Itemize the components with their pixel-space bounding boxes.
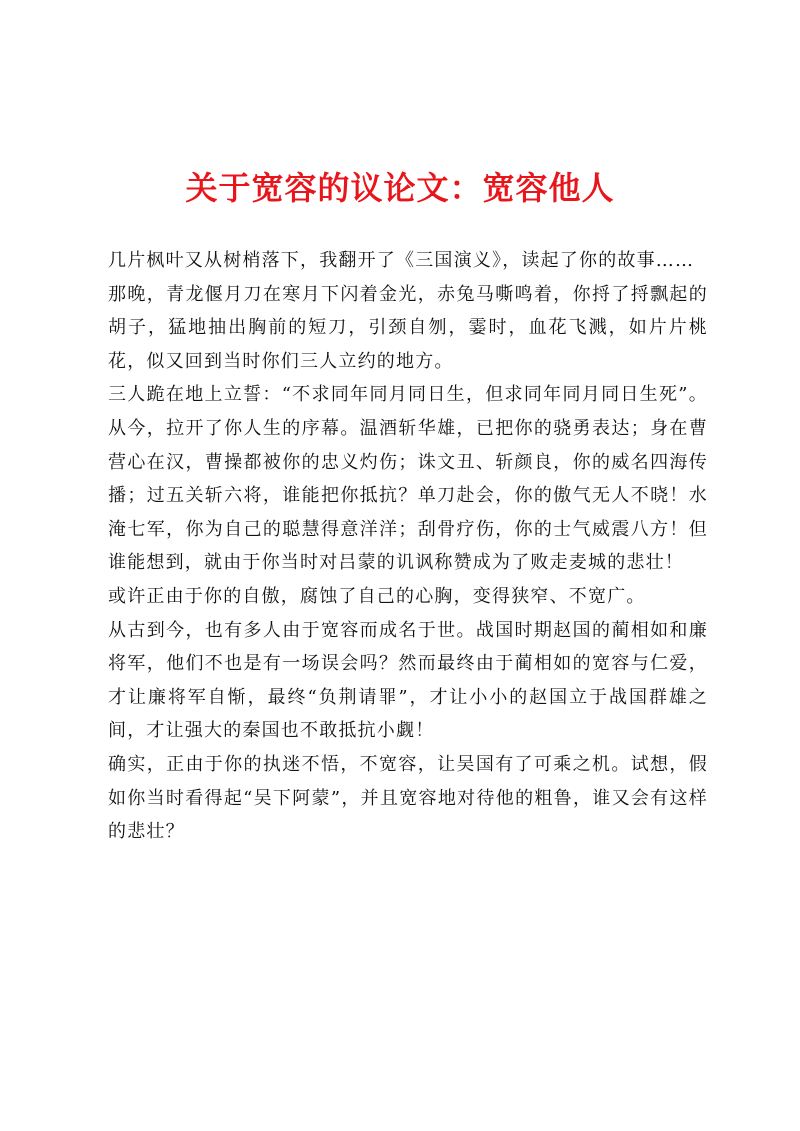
paragraph: 确实，正由于你的执迷不悟，不宽容，让吴国有了可乘之机。试想，假如你当时看得起“吴下阿蒙”，并且宽容地对待他的粗鲁，谁又会有这样的悲壮？ bbox=[108, 753, 708, 843]
document-body bbox=[108, 244, 708, 849]
paragraph: 从古到今，也有多人由于宽容而成名于世。战国时期赵国的蔺相如和廉将军，他们不也是有一场误会吗？然而最终由于蔺相如的宽容与仁爱，才让廉将军自惭，最终“负荆请罪”，才让小小的赵国立于战国群雄之间，才让强大的秦国也不敢抵抗小觑！ bbox=[108, 619, 708, 742]
paragraph: 那晚，青龙偃月刀在寒月下闪着金光，赤兔马嘶鸣着，你捋了捋飘起的胡子，猛地抽出胸前的短刀，引颈自刎，霎时，血花飞溅，如片片桃花，似又回到当时你们三人立约的地方。 bbox=[108, 283, 708, 372]
paragraph: 几片枫叶又从树梢落下，我翻开了《三国演义》，读起了你的故事…… bbox=[108, 250, 695, 271]
paragraph: 或许正由于你的自傲，腐蚀了自己的心胸，变得狭窄、不宽广。 bbox=[108, 585, 646, 607]
paragraph: 三人跪在地上立誓：“不求同年同月同日生，但求同年同月同日生死”。从今，拉开了你人生的序幕。温酒斩华雄，已把你的骁勇表达；身在曹营心在汉，曹操都被你的忠义灼伤；诛文丑、斩颜良，你的威名四海传播；过五关斩六将，谁能把你抵抗？单刀赴会，你的傲气无人不晓！水淹七军，你为自己的聪慧得意洋洋；刮骨疗伤，你的士气威震八方！但谁能想到，就由于你当时对吕蒙的讥讽称赞成为了败走麦城的悲壮！ bbox=[108, 384, 708, 574]
document-title: 关于宽容的议论文：宽容他人 bbox=[185, 169, 615, 207]
